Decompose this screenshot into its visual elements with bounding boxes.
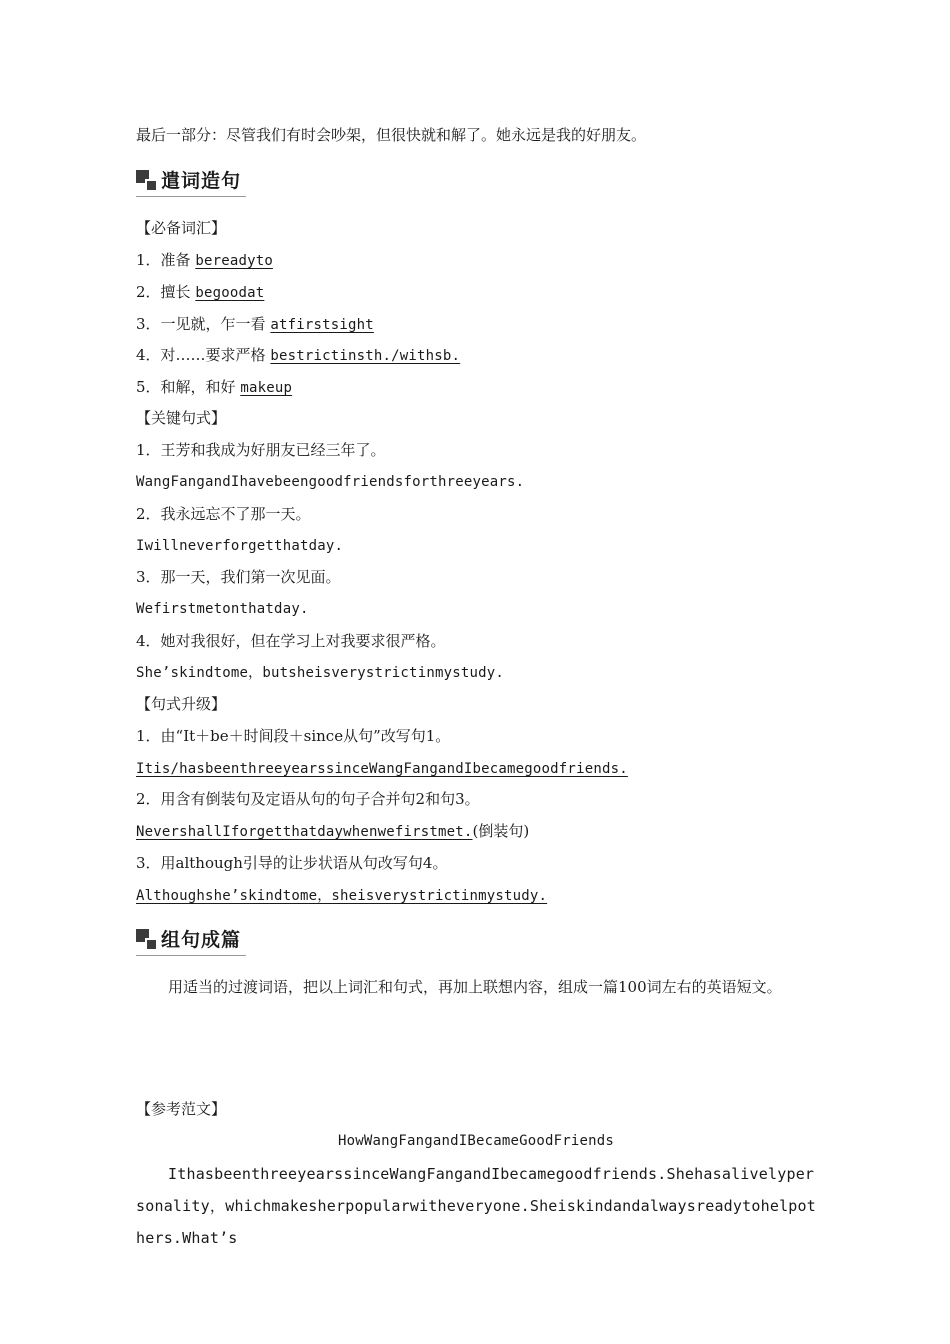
- vocab-answer: bereadyto: [195, 253, 273, 269]
- composition-instruction: 用适当的过渡词语，把以上词汇和句式，再加上联想内容，组成一篇100词左右的英语短文。: [168, 978, 782, 996]
- pattern-en: Iwillneverforgetthatday.: [136, 538, 344, 554]
- section-underline: [136, 955, 246, 956]
- section-marker-icon: [136, 170, 154, 188]
- vocab-answer: makeup: [240, 380, 293, 396]
- pattern-en: WangFangandIhavebeengoodfriendsforthreeyears.: [136, 474, 525, 490]
- upgrade-answer: Althoughshe’skindtome，sheisverystrictinmystudy.: [136, 888, 548, 904]
- document-page: [136, 0, 816, 1344]
- vocab-answer: begoodat: [195, 285, 265, 301]
- vocab-item: 4．对……要求严格 bestrictinsth./withsb.: [136, 346, 461, 364]
- vocab-item: 1．准备 bereadyto: [136, 251, 273, 269]
- pattern-cn: 2．我永远忘不了那一天。: [136, 505, 311, 523]
- upgrade-cn: 3．用although引导的让步状语从句改写句4。: [136, 854, 448, 872]
- upgrade-header: 【句式升级】: [136, 695, 227, 713]
- section-title: 遣词造句: [161, 169, 242, 192]
- section-underline: [136, 196, 246, 197]
- upgrade-cn: 2．用含有倒装句及定语从句的句子合并句2和句3。: [136, 790, 480, 808]
- vocab-answer: atfirstsight: [270, 317, 374, 333]
- upgrade-cn: 1．由“It＋be＋时间段＋since从句”改写句1。: [136, 727, 451, 745]
- section-title: 组句成篇: [161, 928, 242, 951]
- section-heading-composition: [136, 923, 241, 953]
- upgrade-answer: NevershallIforgetthatdaywhenwefirstmet.(倒装句): [136, 822, 530, 840]
- pattern-cn: 3．那一天，我们第一次见面。: [136, 568, 341, 586]
- section-marker-icon: [136, 929, 154, 947]
- pattern-header: 【关键句式】: [136, 409, 227, 427]
- intro-line: 最后一部分：尽管我们有时会吵架，但很快就和解了。她永远是我的好朋友。: [136, 126, 647, 144]
- pattern-en: Wefirstmetonthatday.: [136, 601, 309, 617]
- vocab-item: 2．擅长 begoodat: [136, 283, 265, 301]
- pattern-cn: 4．她对我很好，但在学习上对我要求很严格。: [136, 632, 446, 650]
- vocab-item: 5．和解，和好 makeup: [136, 378, 293, 396]
- vocab-item: 3．一见就，乍一看 atfirstsight: [136, 315, 374, 333]
- vocab-answer: bestrictinsth./withsb.: [270, 348, 461, 364]
- reference-title: HowWangFangandIBecameGoodFriends: [337, 1133, 615, 1149]
- pattern-en: She’skindtome，butsheisverystrictinmystudy.: [136, 665, 504, 681]
- section-heading-vocab: [136, 164, 241, 194]
- reference-body: IthasbeenthreeyearssinceWangFangandIbecamegoodfriends.Shehasalivelypersonality，whichmakesherpopularwitheveryone.Sheiskindandalwaysreadytohelpothers.What’s: [136, 1165, 816, 1247]
- pattern-cn: 1．王芳和我成为好朋友已经三年了。: [136, 441, 386, 459]
- vocab-header: 【必备词汇】: [136, 219, 227, 237]
- reference-header: 【参考范文】: [136, 1100, 227, 1118]
- upgrade-answer: Itis/hasbeenthreeyearssinceWangFangandIbecamegoodfriends.: [136, 761, 628, 777]
